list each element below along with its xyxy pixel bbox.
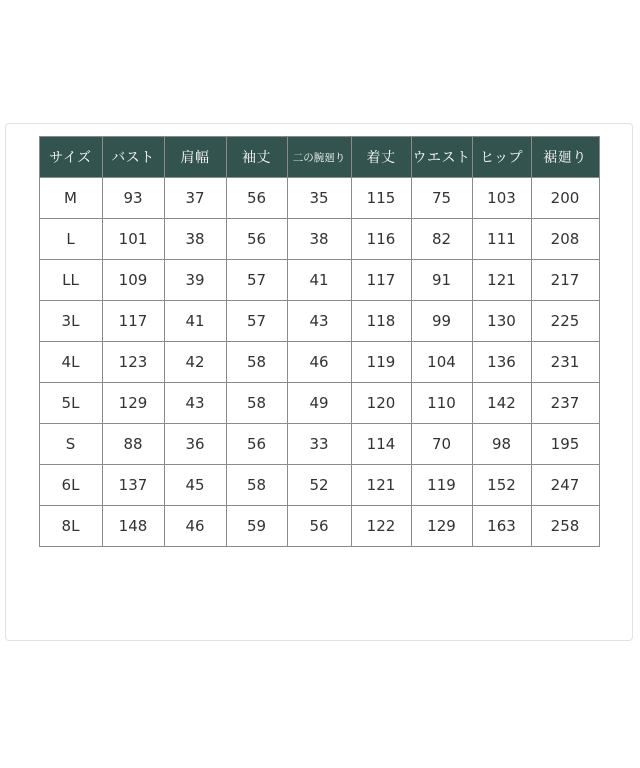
size-label: L (39, 219, 102, 260)
measurement-cell: 49 (287, 383, 351, 424)
size-chart-table (39, 136, 600, 547)
measurement-cell: 99 (411, 301, 472, 342)
measurement-cell: 116 (351, 219, 411, 260)
column-header-6: ウエスト (411, 137, 472, 178)
measurement-cell: 231 (531, 342, 599, 383)
measurement-cell: 225 (531, 301, 599, 342)
column-header-4: 二の腕廻り (287, 137, 351, 178)
measurement-cell: 121 (351, 465, 411, 506)
measurement-cell: 136 (472, 342, 531, 383)
measurement-cell: 117 (102, 301, 164, 342)
measurement-cell: 120 (351, 383, 411, 424)
size-chart-card (5, 123, 633, 641)
measurement-cell: 36 (164, 424, 226, 465)
size-label: 4L (39, 342, 102, 383)
measurement-cell: 33 (287, 424, 351, 465)
measurement-cell: 195 (531, 424, 599, 465)
measurement-cell: 57 (226, 260, 287, 301)
measurement-cell: 56 (226, 219, 287, 260)
measurement-cell: 217 (531, 260, 599, 301)
measurement-cell: 58 (226, 383, 287, 424)
measurement-cell: 103 (472, 178, 531, 219)
measurement-cell: 130 (472, 301, 531, 342)
table-row (39, 506, 599, 547)
measurement-cell: 111 (472, 219, 531, 260)
measurement-cell: 200 (531, 178, 599, 219)
measurement-cell: 41 (164, 301, 226, 342)
table-row (39, 465, 599, 506)
size-label: 3L (39, 301, 102, 342)
measurement-cell: 258 (531, 506, 599, 547)
size-label: 6L (39, 465, 102, 506)
measurement-cell: 56 (226, 424, 287, 465)
size-label: 5L (39, 383, 102, 424)
measurement-cell: 70 (411, 424, 472, 465)
column-header-5: 着丈 (351, 137, 411, 178)
size-label: M (39, 178, 102, 219)
table-body (39, 178, 599, 547)
column-header-0: サイズ (39, 137, 102, 178)
measurement-cell: 93 (102, 178, 164, 219)
measurement-cell: 58 (226, 342, 287, 383)
measurement-cell: 152 (472, 465, 531, 506)
measurement-cell: 123 (102, 342, 164, 383)
measurement-cell: 43 (164, 383, 226, 424)
measurement-cell: 247 (531, 465, 599, 506)
column-header-8: 裾廻り (531, 137, 599, 178)
table-row (39, 424, 599, 465)
measurement-cell: 45 (164, 465, 226, 506)
measurement-cell: 114 (351, 424, 411, 465)
measurement-cell: 38 (164, 219, 226, 260)
measurement-cell: 42 (164, 342, 226, 383)
measurement-cell: 46 (164, 506, 226, 547)
measurement-cell: 117 (351, 260, 411, 301)
measurement-cell: 91 (411, 260, 472, 301)
measurement-cell: 137 (102, 465, 164, 506)
size-label: LL (39, 260, 102, 301)
measurement-cell: 43 (287, 301, 351, 342)
measurement-cell: 88 (102, 424, 164, 465)
measurement-cell: 104 (411, 342, 472, 383)
measurement-cell: 237 (531, 383, 599, 424)
measurement-cell: 75 (411, 178, 472, 219)
measurement-cell: 98 (472, 424, 531, 465)
table-row (39, 219, 599, 260)
measurement-cell: 57 (226, 301, 287, 342)
measurement-cell: 37 (164, 178, 226, 219)
measurement-cell: 129 (102, 383, 164, 424)
size-label: S (39, 424, 102, 465)
measurement-cell: 121 (472, 260, 531, 301)
measurement-cell: 82 (411, 219, 472, 260)
column-header-3: 袖丈 (226, 137, 287, 178)
table-row (39, 260, 599, 301)
column-header-1: バスト (102, 137, 164, 178)
measurement-cell: 122 (351, 506, 411, 547)
measurement-cell: 101 (102, 219, 164, 260)
measurement-cell: 119 (411, 465, 472, 506)
table-row (39, 301, 599, 342)
size-label: 8L (39, 506, 102, 547)
column-header-7: ヒップ (472, 137, 531, 178)
measurement-cell: 52 (287, 465, 351, 506)
measurement-cell: 118 (351, 301, 411, 342)
measurement-cell: 46 (287, 342, 351, 383)
measurement-cell: 109 (102, 260, 164, 301)
column-header-2: 肩幅 (164, 137, 226, 178)
measurement-cell: 58 (226, 465, 287, 506)
table-row (39, 342, 599, 383)
measurement-cell: 163 (472, 506, 531, 547)
table-row (39, 178, 599, 219)
measurement-cell: 142 (472, 383, 531, 424)
measurement-cell: 38 (287, 219, 351, 260)
measurement-cell: 56 (287, 506, 351, 547)
table-row (39, 383, 599, 424)
measurement-cell: 39 (164, 260, 226, 301)
measurement-cell: 110 (411, 383, 472, 424)
measurement-cell: 59 (226, 506, 287, 547)
measurement-cell: 119 (351, 342, 411, 383)
measurement-cell: 41 (287, 260, 351, 301)
measurement-cell: 115 (351, 178, 411, 219)
measurement-cell: 148 (102, 506, 164, 547)
measurement-cell: 56 (226, 178, 287, 219)
measurement-cell: 129 (411, 506, 472, 547)
measurement-cell: 35 (287, 178, 351, 219)
measurement-cell: 208 (531, 219, 599, 260)
header-row (39, 137, 599, 178)
